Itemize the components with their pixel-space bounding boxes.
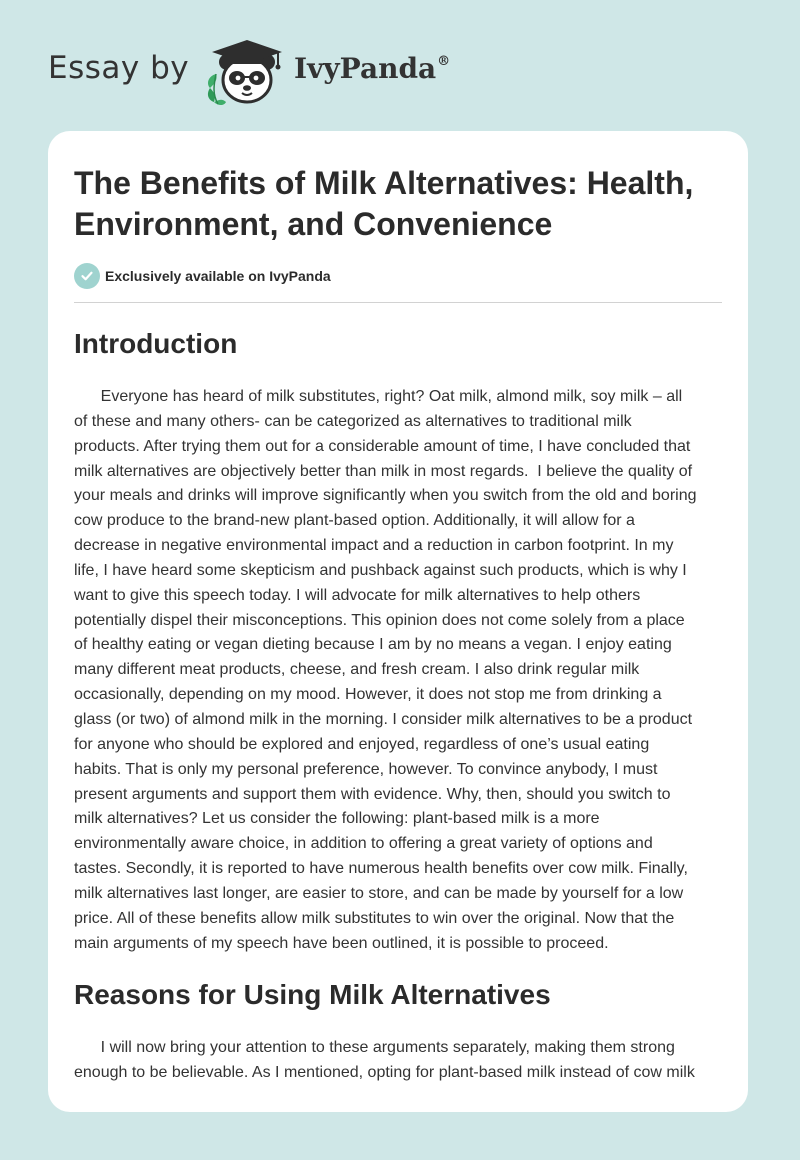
- paragraph-line: many different meat products, cheese, and fresh cream. I also drink regular milk: [74, 661, 640, 679]
- paragraph-line: occasionally, depending on my mood. However, it does not stop me from drinking a: [74, 686, 662, 704]
- paragraph-line: milk alternatives are objectively better than milk in most regards. I believe the quality of: [74, 462, 693, 480]
- paragraph-line: present arguments and support them with evidence. Why, then, should you switch to: [74, 785, 671, 803]
- paragraph-line: want to give this speech today. I will advocate for milk alternatives to help others: [74, 586, 641, 604]
- paragraph-line: your meals and drinks will improve significantly when you switch from the old and boring: [74, 487, 697, 505]
- exclusive-note: [74, 263, 331, 289]
- essay-card: [48, 131, 748, 1112]
- exclusive-label: Exclusively available on IvyPanda: [105, 268, 331, 284]
- essay-title-line: The Benefits of Milk Alternatives: Health,: [74, 165, 694, 201]
- brand-label: IvyPanda: [294, 52, 437, 85]
- section-heading-introduction: Introduction: [74, 328, 238, 359]
- paragraph-line: price. All of these benefits allow milk substitutes to win over the original. Now that the: [74, 909, 675, 927]
- paragraph-line: main arguments of my speech have been outlined, it is possible to proceed.: [74, 934, 609, 952]
- paragraph-line: enough to be believable. As I mentioned, opting for plant-based milk instead of cow milk: [74, 1063, 695, 1081]
- paragraph-line: I will now bring your attention to these arguments separately, making them strong: [74, 1039, 675, 1056]
- paragraph-line: products. After trying them out for a considerable amount of time, I have concluded that: [74, 437, 691, 455]
- section-paragraph-introduction: [74, 385, 722, 956]
- paragraph-line: cow produce to the brand-new plant-based option. Additionally, it will allow for a: [74, 512, 635, 530]
- paragraph-line: for anyone who should be explored and enjoyed, regardless of one’s usual eating: [74, 735, 650, 753]
- section-paragraph-reasons: [74, 1036, 722, 1086]
- paragraph-line: tastes. Secondly, it is reported to have numerous health benefits over cow milk. Finally,: [74, 860, 688, 878]
- check-badge: [74, 263, 100, 289]
- site-header: [0, 0, 800, 120]
- paragraph-line: decrease in negative environmental impact and a reduction in carbon footprint. In my: [74, 537, 674, 555]
- paragraph-line: of healthy eating or vegan dieting because I am by no means a vegan. I enjoy eating: [74, 636, 672, 654]
- paragraph-line: potentially dispel their misconceptions. This opinion does not come solely from a place: [74, 611, 685, 629]
- paragraph-line: environmentally aware choice, in addition to offering a great variety of options and: [74, 835, 653, 853]
- section-heading-reasons: Reasons for Using Milk Alternatives: [74, 979, 551, 1010]
- panda-logo-icon[interactable]: [200, 34, 290, 110]
- check-icon: [80, 269, 94, 283]
- paragraph-line: glass (or two) of almond milk in the morning. I consider milk alternatives to be a product: [74, 710, 693, 728]
- essay-title: [74, 163, 734, 245]
- paragraph-line: milk alternatives? Let us consider the following: plant-based milk is a more: [74, 810, 600, 828]
- paragraph-line: milk alternatives last longer, are easier to store, and can be made by yourself for a low: [74, 884, 684, 902]
- paragraph-line: life, I have heard some skepticism and pushback against such products, which is why I: [74, 561, 687, 579]
- paragraph-line: habits. That is only my personal preference, however. To convince anybody, I must: [74, 760, 658, 778]
- brand-name[interactable]: [294, 52, 450, 85]
- divider: [74, 302, 722, 303]
- essay-by-label: Essay by: [48, 50, 190, 86]
- registered-mark: ®: [437, 54, 451, 69]
- essay-title-line: Environment, and Convenience: [74, 206, 553, 242]
- paragraph-line: of these and many others- can be categorized as alternatives to traditional milk: [74, 412, 632, 430]
- paragraph-line: Everyone has heard of milk substitutes, right? Oat milk, almond milk, soy milk – all: [74, 388, 683, 405]
